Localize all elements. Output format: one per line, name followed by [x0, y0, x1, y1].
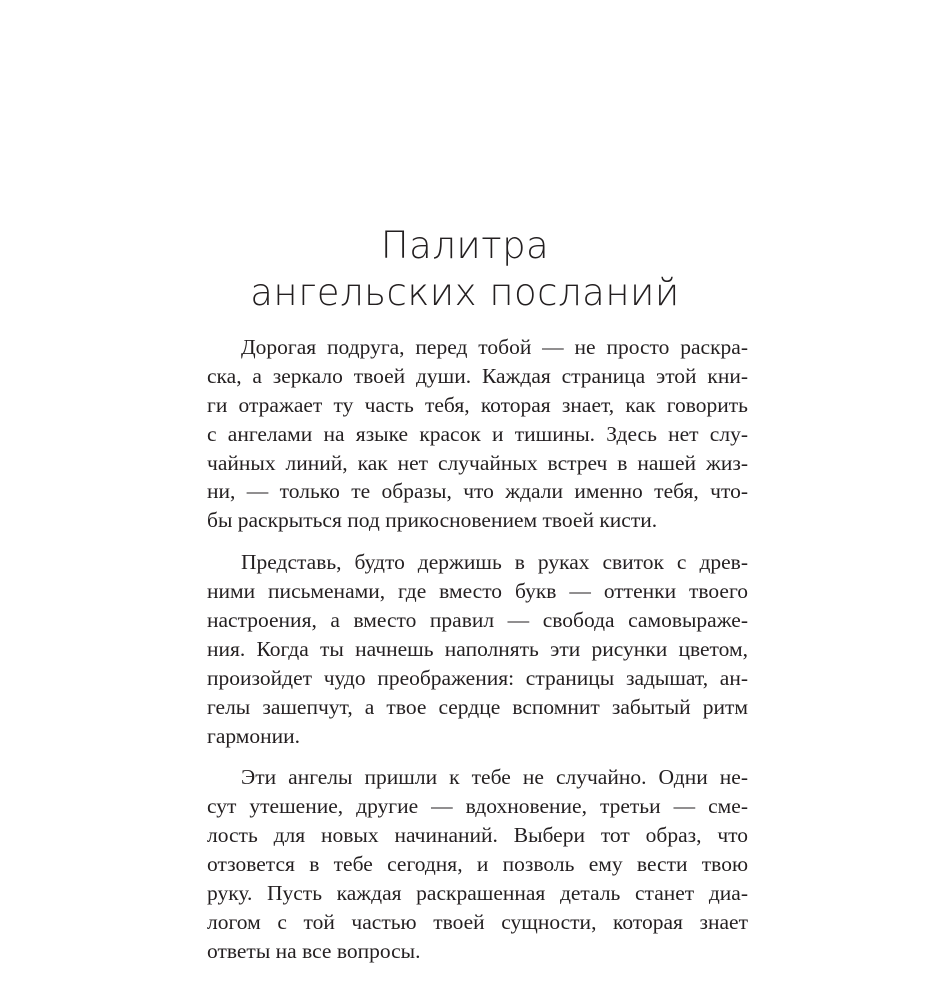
- paragraph-1: [207, 333, 748, 535]
- text-line: ними письменами, где вместо букв — оттенки твоего: [207, 579, 748, 604]
- text-line: Эти ангелы пришли к тебе не случайно. Одни не-: [241, 765, 748, 790]
- text-line: Дорогая подруга, перед тобой — не просто раскра-: [241, 335, 748, 359]
- text-line: лость для новых начинаний. Выбери тот образ, что: [207, 823, 748, 848]
- title-line-1: Палитра: [380, 224, 550, 267]
- text-line: гармонии.: [207, 723, 301, 748]
- text-line: бы раскрыться под прикосновением твоей кисти.: [207, 508, 658, 533]
- text-line: ска, а зеркало твоей души. Каждая страница этой кни-: [207, 363, 748, 388]
- paragraph-2: [207, 548, 748, 750]
- text-line: руку. Пусть каждая раскрашенная деталь станет диа-: [207, 881, 748, 906]
- text-line: ни, — только те образы, что ждали именно тебя, что-: [207, 479, 748, 504]
- text-line: чайных линий, как нет случайных встреч в нашей жиз-: [207, 450, 748, 475]
- text-line: сут утешение, другие — вдохновение, третьи — сме-: [207, 794, 748, 819]
- text-line: Представь, будто держишь в руках свиток с древ-: [241, 550, 748, 575]
- title-line-2: ангельских посланий: [250, 271, 680, 314]
- page-title: [0, 222, 930, 316]
- paragraph-3: [207, 763, 748, 965]
- text-line: ги отражает ту часть тебя, которая знает, как говорить: [207, 392, 748, 417]
- text-line: ответы на все вопросы.: [207, 938, 421, 963]
- body-text: [207, 333, 748, 979]
- text-line: отзовется в тебе сегодня, и позволь ему вести твою: [207, 852, 748, 877]
- text-line: гелы зашепчут, а твое сердце вспомнит забытый ритм: [207, 694, 748, 719]
- text-line: произойдет чудо преображения: страницы задышат, ан-: [207, 665, 748, 690]
- text-line: логом с той частью твоей сущности, которая знает: [207, 909, 748, 934]
- text-line: настроения, а вместо правил — свобода самовыраже-: [207, 608, 748, 633]
- text-line: с ангелами на языке красок и тишины. Здесь нет слу-: [207, 421, 748, 446]
- text-line: ния. Когда ты начнешь наполнять эти рисунки цветом,: [207, 636, 748, 661]
